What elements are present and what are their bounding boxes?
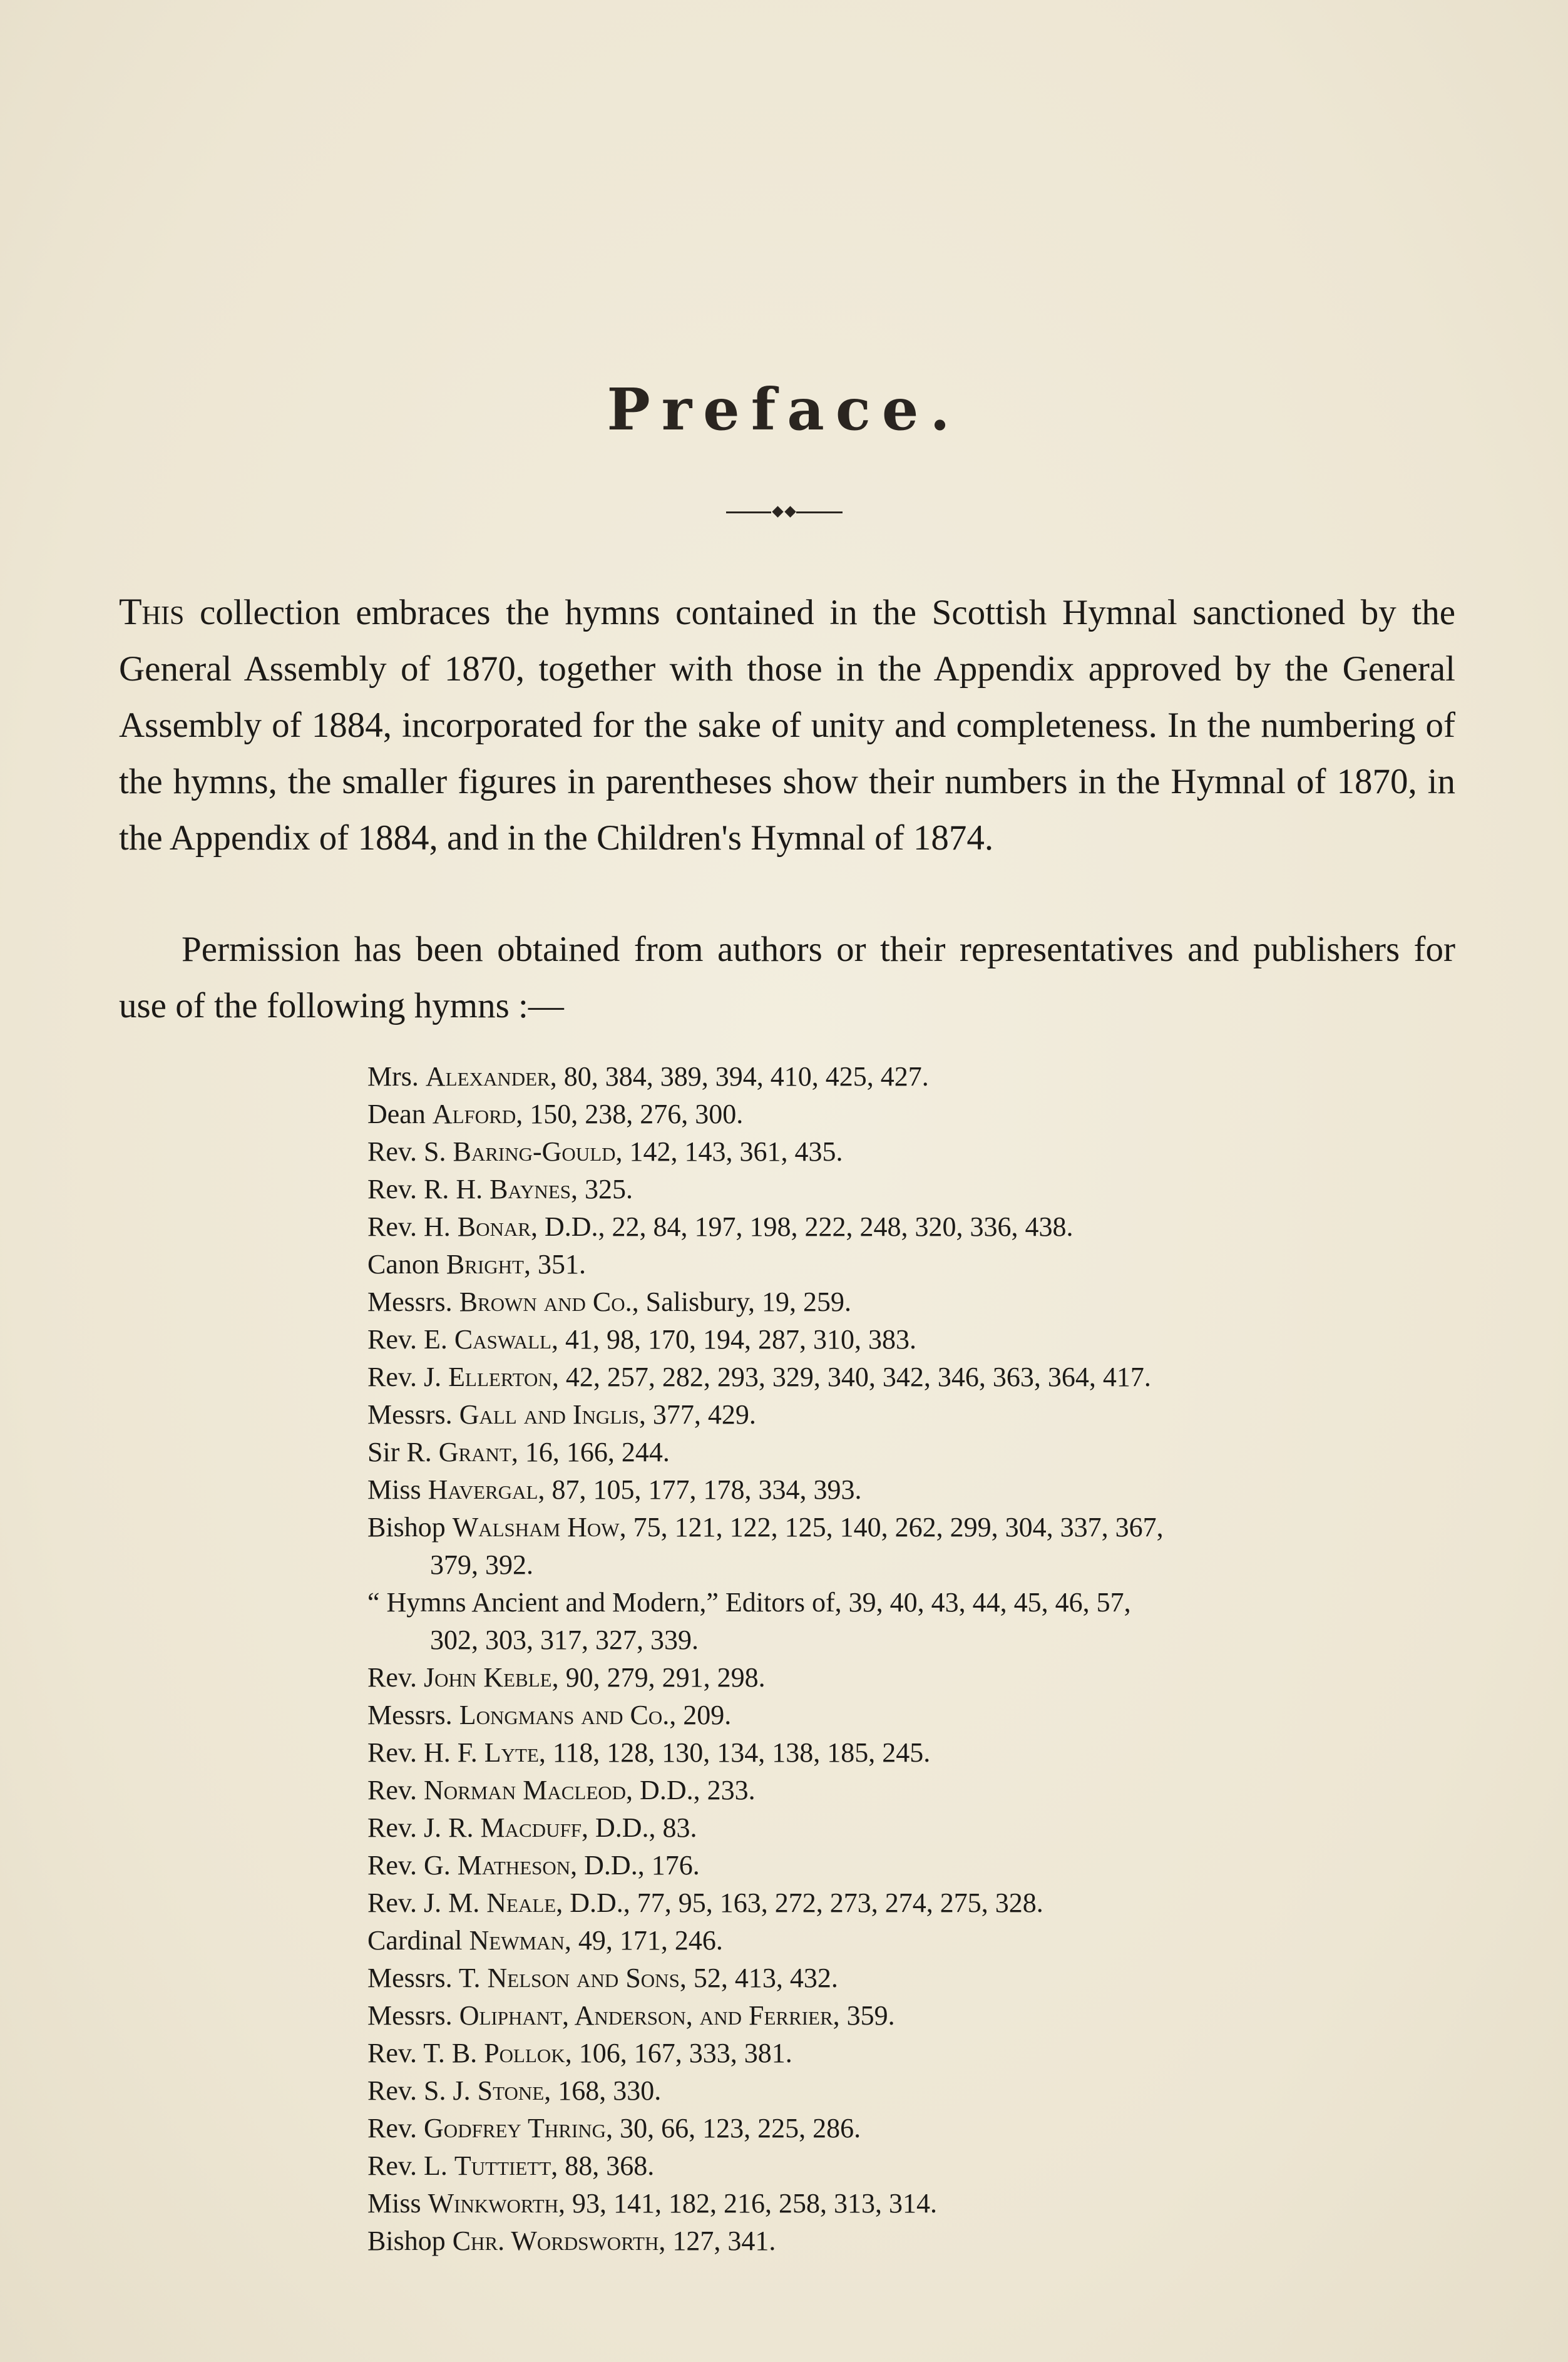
diamond-icon: [772, 506, 783, 517]
list-item: [367, 1096, 1381, 1133]
entry-title: Messrs.: [367, 1286, 459, 1317]
entry-title: Cardinal: [367, 1925, 469, 1956]
entry-name: Neale, D.D.: [486, 1887, 623, 1918]
entry-hymn-numbers: , 75, 121, 122, 125, 140, 262, 299, 304, 337, 367,: [619, 1512, 1164, 1543]
entry-name: Chr. Wordsworth: [452, 2226, 659, 2256]
entry-hymn-numbers: , 88, 368.: [551, 2150, 655, 2181]
entry-hymn-numbers: , 30, 66, 123, 225, 286.: [606, 2113, 861, 2144]
entry-hymn-numbers: , 52, 413, 432.: [679, 1963, 838, 1993]
entry-title: Rev. S.: [367, 1136, 453, 1167]
entry-hymn-numbers: , 168, 330.: [544, 2075, 662, 2106]
list-item: [367, 1659, 1381, 1697]
entry-hymn-numbers: , 351.: [523, 1249, 586, 1280]
entry-title: Mrs.: [367, 1061, 426, 1092]
list-item: [367, 1509, 1381, 1584]
list-item: [367, 1396, 1381, 1434]
list-item: [367, 2072, 1381, 2110]
list-item: [367, 2147, 1381, 2185]
entry-title: Bishop: [367, 1512, 453, 1543]
entry-hymn-numbers: , 118, 128, 130, 134, 138, 185, 245.: [538, 1737, 931, 1768]
entry-name: Caswall: [454, 1324, 551, 1355]
entry-name: Bright: [446, 1249, 524, 1280]
entry-name: Pollok: [484, 2038, 565, 2068]
paragraph-permission: Permission has been obtained from authors or their representatives and publishers for use of the following hymns :—: [119, 930, 1455, 1025]
entry-continuation: 379, 392.: [430, 1549, 533, 1580]
entry-hymn-numbers: , 49, 171, 246.: [564, 1925, 723, 1956]
entry-name: Walsham How: [452, 1512, 620, 1543]
ornament-rule-left: [726, 511, 771, 513]
entry-title: Rev. G.: [367, 1850, 458, 1881]
paragraph-intro: [119, 583, 1455, 866]
entry-name: Longmans and Co.: [459, 1700, 670, 1730]
entry-name: Tuttiett: [454, 2150, 551, 2181]
entry-name: Alexander: [425, 1061, 550, 1092]
entry-hymn-numbers: , Salisbury, 19, 259.: [632, 1286, 852, 1317]
entry-name: Ellerton: [448, 1362, 552, 1392]
list-item: [367, 1847, 1381, 1884]
entry-title: Dean: [367, 1099, 433, 1129]
list-item: [367, 1809, 1381, 1847]
entry-name: Grant: [438, 1437, 511, 1467]
entry-title: Rev.: [367, 1662, 424, 1693]
entry-name: Newman: [469, 1925, 565, 1956]
list-item: [367, 1471, 1381, 1509]
entry-continuation: 302, 303, 317, 327, 339.: [430, 1625, 699, 1655]
paragraph-intro-text: collection embraces the hymns contained in the Scottish Hymnal sanctioned by the General Assembly of 1870, together with those in the Appendix approved by the General Assembly of 1884, incorporated for the sake of unity and completeness. In the numbering of the hymns, the smaller figures in parentheses show their numbers in the Hymnal of 1870, in the Appendix of 1884, and in the Children's Hymnal of 1874.: [119, 593, 1455, 858]
entry-hymn-numbers: , 90, 279, 291, 298.: [551, 1662, 766, 1693]
list-item: [367, 1358, 1381, 1396]
entry-hymn-numbers: , 80, 384, 389, 394, 410, 425, 427.: [550, 1061, 929, 1092]
list-item: [367, 2035, 1381, 2072]
list-item: [367, 1697, 1381, 1734]
entry-hymn-numbers: , 87, 105, 177, 178, 334, 393.: [538, 1474, 862, 1505]
entry-name: Godfrey Thring: [424, 2113, 607, 2144]
list-item: [367, 1246, 1381, 1283]
entry-title: Rev. L.: [367, 2150, 454, 2181]
list-item: [367, 1884, 1381, 1922]
list-item: [367, 1058, 1381, 1096]
ornament-rule-right: [796, 511, 843, 513]
entry-title: Rev. H. F.: [367, 1737, 484, 1768]
entry-title: Miss: [367, 2188, 428, 2219]
entry-name: Brown and Co.: [459, 1286, 632, 1317]
entry-name: Lyte: [484, 1737, 539, 1768]
entry-name: Matheson, D.D.: [457, 1850, 638, 1881]
list-item: [367, 1434, 1381, 1471]
entry-hymn-numbers: , 233.: [693, 1775, 756, 1805]
diamond-icon: [784, 506, 796, 517]
entry-title: Messrs.: [367, 1399, 459, 1430]
entry-title: Rev.: [367, 2113, 424, 2144]
entry-title: Rev. R. H.: [367, 1174, 490, 1204]
entry-hymn-numbers: , 22, 84, 197, 198, 222, 248, 320, 336, 438.: [598, 1211, 1074, 1242]
entry-name: Alford: [432, 1099, 516, 1129]
entry-title: Rev.: [367, 1775, 424, 1805]
list-item: [367, 1922, 1381, 1959]
list-item: [367, 1321, 1381, 1358]
permissions-list: [367, 1058, 1381, 2260]
entry-name: Macduff, D.D.: [480, 1812, 649, 1843]
entry-hymn-numbers: , 176.: [637, 1850, 700, 1881]
entry-hymn-numbers: , 83.: [648, 1812, 697, 1843]
entry-title: Rev. J.: [367, 1362, 449, 1392]
paragraph-first-word: This: [119, 591, 185, 632]
list-item: [367, 1772, 1381, 1809]
list-item: [367, 1997, 1381, 2035]
entry-hymn-numbers: , 77, 95, 163, 272, 273, 274, 275, 328.: [623, 1887, 1043, 1918]
entry-hymn-numbers: , 106, 167, 333, 381.: [565, 2038, 792, 2068]
entry-hymn-numbers: , 359.: [833, 2000, 895, 2031]
entry-title: Canon: [367, 1249, 446, 1280]
entry-hymn-numbers: “ Hymns Ancient and Modern,” Editors of, 39, 40, 43, 44, 45, 46, 57,: [367, 1587, 1131, 1618]
entry-name: Bonar, D.D.: [457, 1211, 598, 1242]
list-item: [367, 2222, 1381, 2260]
entry-name: Oliphant, Anderson, and Ferrier: [459, 2000, 833, 2031]
entry-title: Rev. S. J.: [367, 2075, 478, 2106]
entry-name: John Keble: [424, 1662, 552, 1693]
list-item: [367, 1584, 1381, 1659]
entry-hymn-numbers: , 42, 257, 282, 293, 329, 340, 342, 346, 363, 364, 417.: [551, 1362, 1151, 1392]
entry-name: Nelson and Sons: [487, 1963, 680, 1993]
list-item: [367, 1959, 1381, 1997]
entry-title: Rev. J. M.: [367, 1887, 487, 1918]
entry-title: Messrs.: [367, 2000, 459, 2031]
entry-name: Baynes: [489, 1174, 571, 1204]
entry-title: Bishop: [367, 2226, 453, 2256]
entry-hymn-numbers: , 325.: [571, 1174, 633, 1204]
entry-title: Sir R.: [367, 1437, 439, 1467]
entry-name: Norman Macleod, D.D.: [424, 1775, 694, 1805]
entry-title: Miss: [367, 1474, 428, 1505]
entry-name: Winkworth: [428, 2188, 559, 2219]
entry-title: Messrs. T.: [367, 1963, 488, 1993]
list-item: [367, 1734, 1381, 1772]
list-item: [367, 1283, 1381, 1321]
ornament-divider: [726, 506, 843, 518]
entry-hymn-numbers: , 150, 238, 276, 300.: [516, 1099, 744, 1129]
page-title: Preface.: [607, 376, 961, 443]
list-item: [367, 2185, 1381, 2222]
entry-name: Havergal: [428, 1474, 538, 1505]
entry-title: Rev. E.: [367, 1324, 454, 1355]
list-item: [367, 2110, 1381, 2147]
entry-hymn-numbers: , 127, 341.: [658, 2226, 776, 2256]
entry-title: Rev. J. R.: [367, 1812, 481, 1843]
entry-title: Messrs.: [367, 1700, 459, 1730]
entry-name: Baring-Gould: [453, 1136, 616, 1167]
entry-name: Stone: [477, 2075, 545, 2106]
list-item: [367, 1171, 1381, 1208]
entry-name: Gall and Inglis: [459, 1399, 639, 1430]
list-item: [367, 1133, 1381, 1171]
entry-title: Rev. T. B.: [367, 2038, 484, 2068]
list-item: [367, 1208, 1381, 1246]
entry-hymn-numbers: , 93, 141, 182, 216, 258, 313, 314.: [558, 2188, 938, 2219]
entry-title: Rev. H.: [367, 1211, 458, 1242]
entry-hymn-numbers: , 41, 98, 170, 194, 287, 310, 383.: [551, 1324, 916, 1355]
entry-hymn-numbers: , 142, 143, 361, 435.: [615, 1136, 843, 1167]
entry-hymn-numbers: , 209.: [669, 1700, 732, 1730]
entry-hymn-numbers: , 16, 166, 244.: [511, 1437, 670, 1467]
entry-hymn-numbers: , 377, 429.: [638, 1399, 756, 1430]
